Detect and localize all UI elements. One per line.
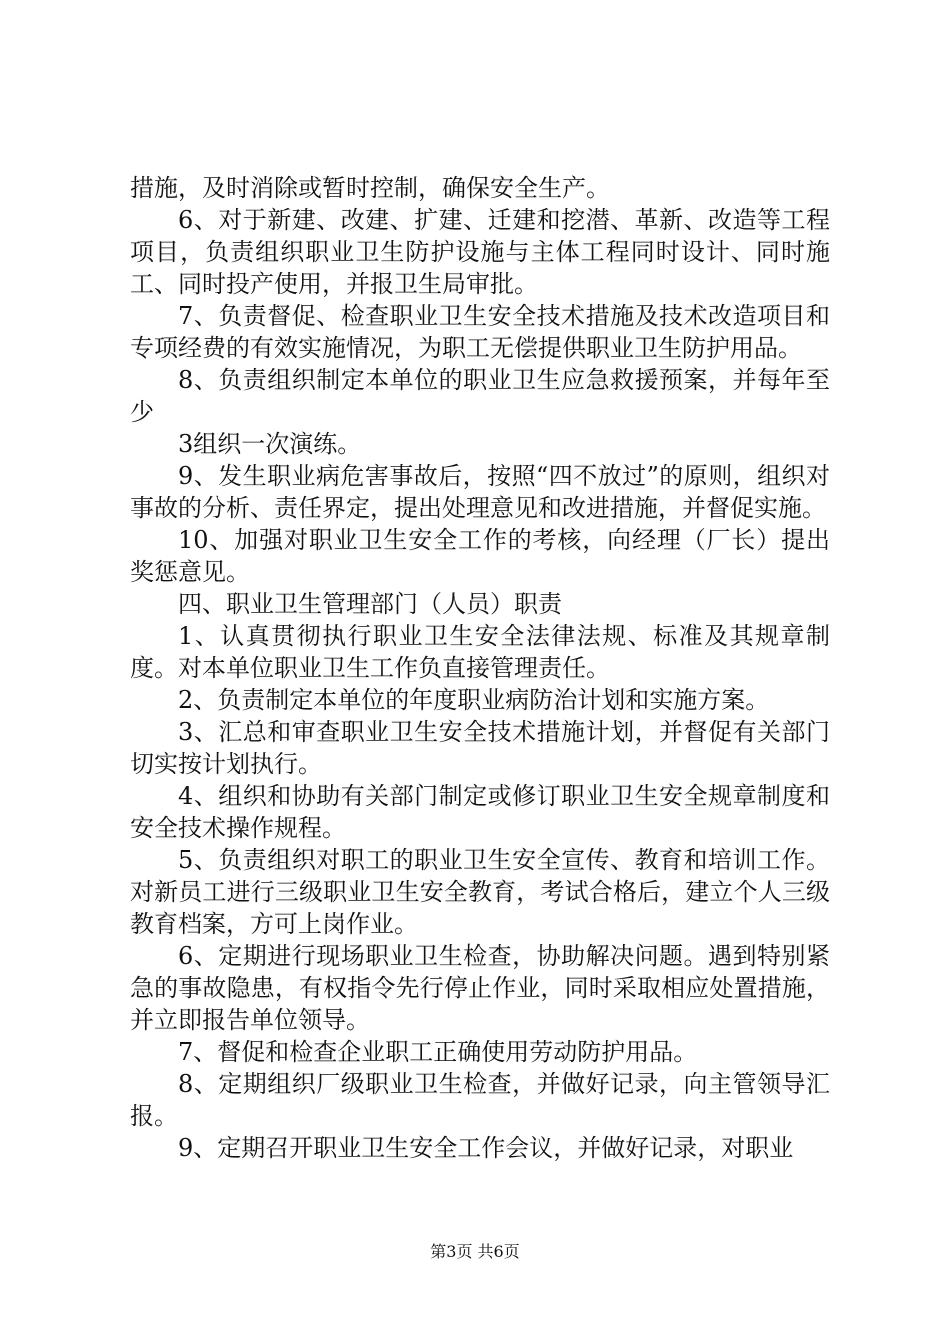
paragraph: 5、负责组织对职工的职业卫生安全宣传、教育和培训工作。对新员工进行三级职业卫生安全教育，考试合格后，建立个人三级教育档案，方可上岗作业。 [130,846,830,938]
paragraph: 6、对于新建、改建、扩建、迁建和挖潜、革新、改造等工程项目，负责组织职业卫生防护设施与主体工程同时设计、同时施工、同时投产使用，并报卫生局审批。 [130,206,830,298]
section-heading: 四、职业卫生管理部门（人员）职责 [178,590,562,618]
paragraph: 3、汇总和审查职业卫生安全技术措施计划，并督促有关部门切实按计划执行。 [130,718,830,778]
page-number-footer: 第3页 共6页 [430,1242,520,1261]
paragraph: 8、负责组织制定本单位的职业卫生应急救援预案，并每年至少 [130,366,830,426]
paragraph: 9、定期召开职业卫生安全工作会议，并做好记录，对职业 [178,1134,794,1162]
paragraph: 8、定期组织厂级职业卫生检查，并做好记录，向主管领导汇报。 [130,1070,830,1130]
paragraph: 1、认真贯彻执行职业卫生安全法律法规、标准及其规章制度。对本单位职业卫生工作负直接管理责任。 [130,622,830,682]
paragraph: 7、负责督促、检查职业卫生安全技术措施及技术改造项目和专项经费的有效实施情况，为职工无偿提供职业卫生防护用品。 [130,302,830,362]
paragraph: 6、定期进行现场职业卫生检查，协助解决问题。遇到特别紧急的事故隐患，有权指令先行停止作业，同时采取相应处置措施，并立即报告单位领导。 [130,942,830,1034]
document-body [130,172,830,1164]
paragraph: 措施，及时消除或暂时控制，确保安全生产。 [130,174,610,202]
paragraph: 3组织一次演练。 [178,430,362,458]
paragraph: 10、加强对职业卫生安全工作的考核，向经理（厂长）提出奖惩意见。 [130,526,830,586]
paragraph: 9、发生职业病危害事故后，按照“四不放过”的原则，组织对事故的分析、责任界定，提出处理意见和改进措施，并督促实施。 [130,462,830,522]
paragraph: 4、组织和协助有关部门制定或修订职业卫生安全规章制度和安全技术操作规程。 [130,782,830,842]
paragraph: 2、负责制定本单位的年度职业病防治计划和实施方案。 [178,686,770,714]
paragraph: 7、督促和检查企业职工正确使用劳动防护用品。 [178,1038,698,1066]
